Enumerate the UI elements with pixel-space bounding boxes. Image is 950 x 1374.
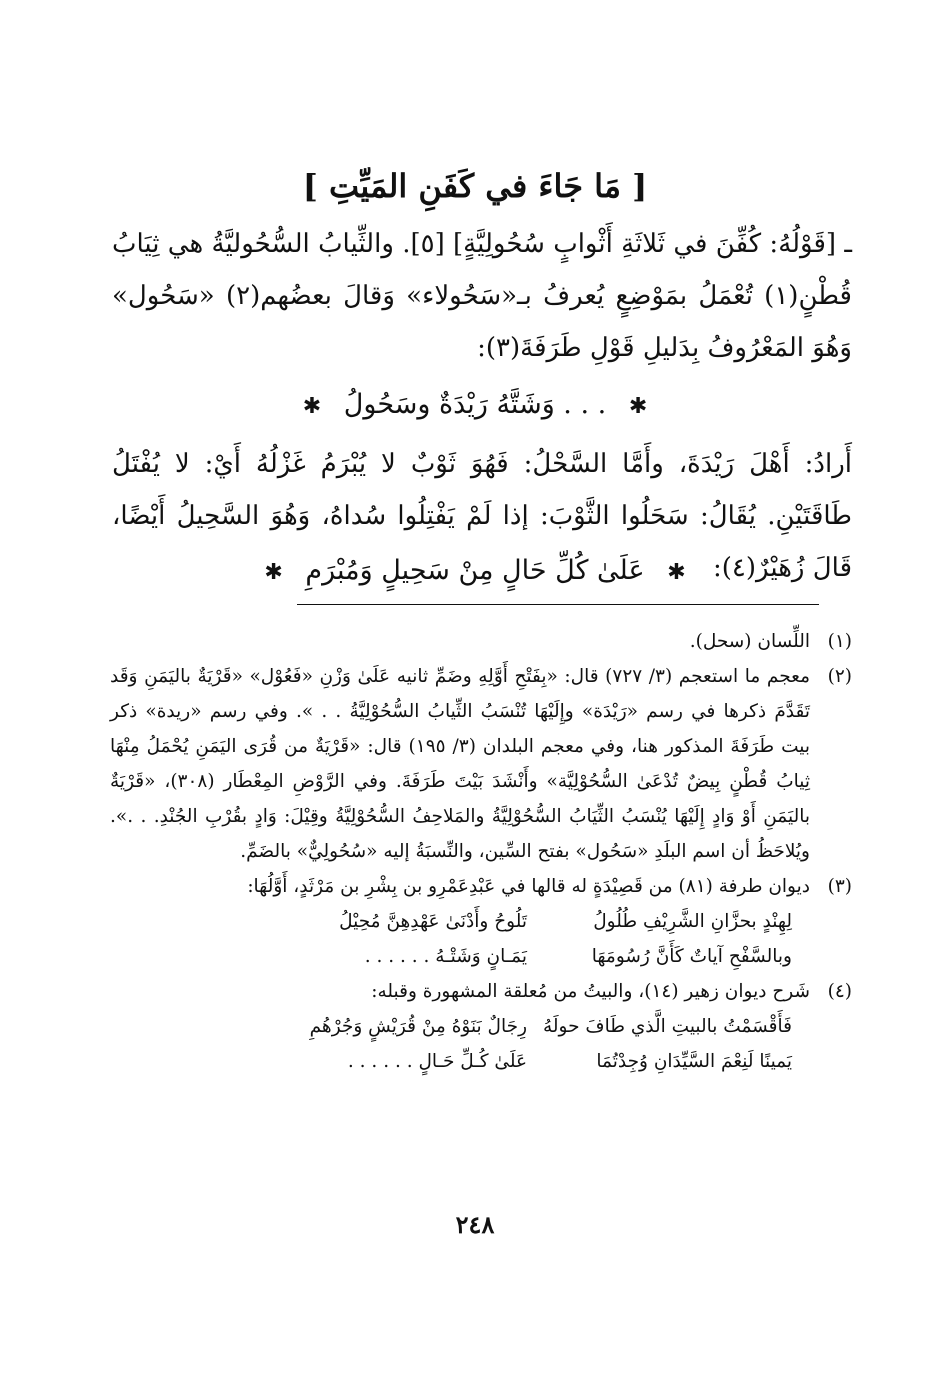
main-paragraph-1: [112, 218, 852, 374]
footnote-text: شَرح ديوان زهير (١٤)، والبيتُ من مُعلقة المشهورة وقبله:: [371, 981, 810, 1002]
star-icon: ✱: [628, 394, 648, 419]
verse-text: . . . وَشَتَّهُ رَيْدَةٌ وسَحُولُ: [343, 389, 607, 420]
hemistich-first: لِهِنْدٍ بحزَّانِ الشَّرِيْفِ طُلُولُ: [593, 911, 792, 932]
hemistich-second: عَلَىٰ كُـلِّ حَـالٍ . . . . . .: [347, 1051, 527, 1072]
star-icon: ✱: [302, 394, 322, 419]
star-icon: ✱: [264, 560, 283, 585]
star-icon: ✱: [667, 560, 686, 585]
page-number: ٢٤٨: [455, 1210, 495, 1239]
paragraph-text: ـ [قَوْلُهُ: كُفِّنَ في ثَلاثَةِ أَثْوابٍ سُحُولِيَّةٍ] [٥]. والثِّيابُ السُّحُوليَّةُ هي ثِيَابُ قُطْنٍ(١) تُعْمَلُ بمَوْضِعٍ يُعرفُ بـ«سَحُولاء» وَقالَ بعضُهم(٢) «سَحُول» وَهُوَ المَعْرُوفُ بِدَليلِ قَوْلِ طَرَفَةَ(٣):: [112, 229, 852, 363]
poem-line: [110, 939, 852, 974]
footnote-number: (٣): [827, 876, 852, 897]
footnote-number: (١): [827, 631, 852, 652]
footnote-divider: [297, 604, 819, 605]
hemistich-second: يَمَـانٍ وَشَتْـهُ . . . . . .: [364, 946, 527, 967]
hemistich-first: يَمينًا لَنِعْمَ السَّيِّدَانِ وُجِدْتُمَا: [596, 1051, 792, 1072]
hemistich-second: تَلُوحُ وأَدْنَىٰ عَهْدِهِنَّ مُحِيْلُ: [339, 911, 527, 932]
footnote-4: [110, 974, 852, 1009]
footnote-3: [110, 869, 852, 904]
poem-line: [110, 904, 852, 939]
poem-line: [110, 1044, 852, 1079]
verse-text: عَلَىٰ كُلِّ حَالٍ مِنْ سَحِيلٍ وَمُبْرَمِ: [305, 555, 645, 586]
footnote-number: (٢): [827, 666, 852, 687]
verse-quote-zuhair: [0, 546, 950, 598]
footnote-text: اللِّسان (سحل).: [689, 631, 810, 652]
hemistich-first: وبالسَّفْحِ آياتٌ كَأَنَّ رُسُومَهَا: [591, 946, 792, 967]
footnote-1: [110, 624, 852, 659]
poem-line: [110, 1009, 852, 1044]
hemistich-first: فَأَقْسَمْتُ بالبيتِ الَّذي طَافَ حولَهُ: [542, 1016, 792, 1037]
footnotes: [110, 624, 852, 1079]
footnote-text: ديوان طرفة (٨١) من قَصِيْدَةٍ له قالها في عَبْدِعَمْرِو بن بِشْرِ بن مَرْثَدٍ، أَوَّلُهَا:: [247, 876, 810, 897]
chapter-heading: [ مَا جَاءَ في كَفَنِ المَيِّتِ ]: [302, 167, 648, 205]
footnote-number: (٤): [827, 981, 852, 1002]
paragraph-text: أَرادُ: أَهْلَ رَيْدَةَ، وأَمَّا السَّحْلُ: فَهُوَ ثَوْبٌ لا يُبْرَمُ غَزْلُهُ أَيْ: لا يُفْتَلُ طَاقَتَيْنِ. يُقَالُ: سَحَلُوا الثَّوْبَ: إذا لَمْ يَفْتِلُوا سُداهُ، وَهُوَ السَّحِيلُ أَيْضًا، قَالَ زُهَيْرٌ(٤):: [112, 449, 852, 583]
hemistich-second: رِجَالٌ بَنَوْهُ مِنْ قُرَيْشٍ وَجُرْهُمِ: [309, 1016, 527, 1037]
footnote-2: [110, 659, 852, 869]
verse-quote-tarafa: [0, 380, 950, 432]
footnote-text: معجم ما استعجم (٣/ ٧٢٧) قال: «بِفَتْحِ أَوَّلِهِ وضَمِّ ثانيه عَلَىٰ وَزْنِ «فَعُوْل» «قَرْيَةٌ باليَمَنِ وَقَد تَقَدَّمَ ذكرها في رسم «رَيْدَة» وإِلَيْهَا تُنْسَبُ الثِّيابُ السُّحُوْلِيَّةُ . . ». وفي رسم «ريدة» ذكر بيت طَرَفَةَ المذكور هنا، وفي معجم البلدان (٣/ ١٩٥) قال: «قَرْيَةٌ من قُرَى اليَمَنِ يُحْمَلُ مِنْهَا ثِيابُ قُطْنٍ بِيضٌ تُدْعَىٰ السُّحُوْلِيَّة» وأَنْشَدَ بَيْتَ طَرَفَةَ. وفي الرَّوْضِ المِعْطَار (٣٠٨)، «قَرْيَةٌ باليَمَنِ أَوْ وَادٍ إِلَيْهَا يُنْسَبُ الثِّيَابُ السُّحُوْلِيَّةُ والمَلاحِفُ السُّحُوْلِيَّةُ وقِيْلَ: وَادٍ بقُرْبِ الجُنْدِ. . .». ويُلاحَظُ أن اسم البلَدِ «سَحُول» بفتح السِّين، والنِّسبَةُ إليه «سُحُولِيٌّ» بالضَمِّ.: [110, 666, 811, 862]
